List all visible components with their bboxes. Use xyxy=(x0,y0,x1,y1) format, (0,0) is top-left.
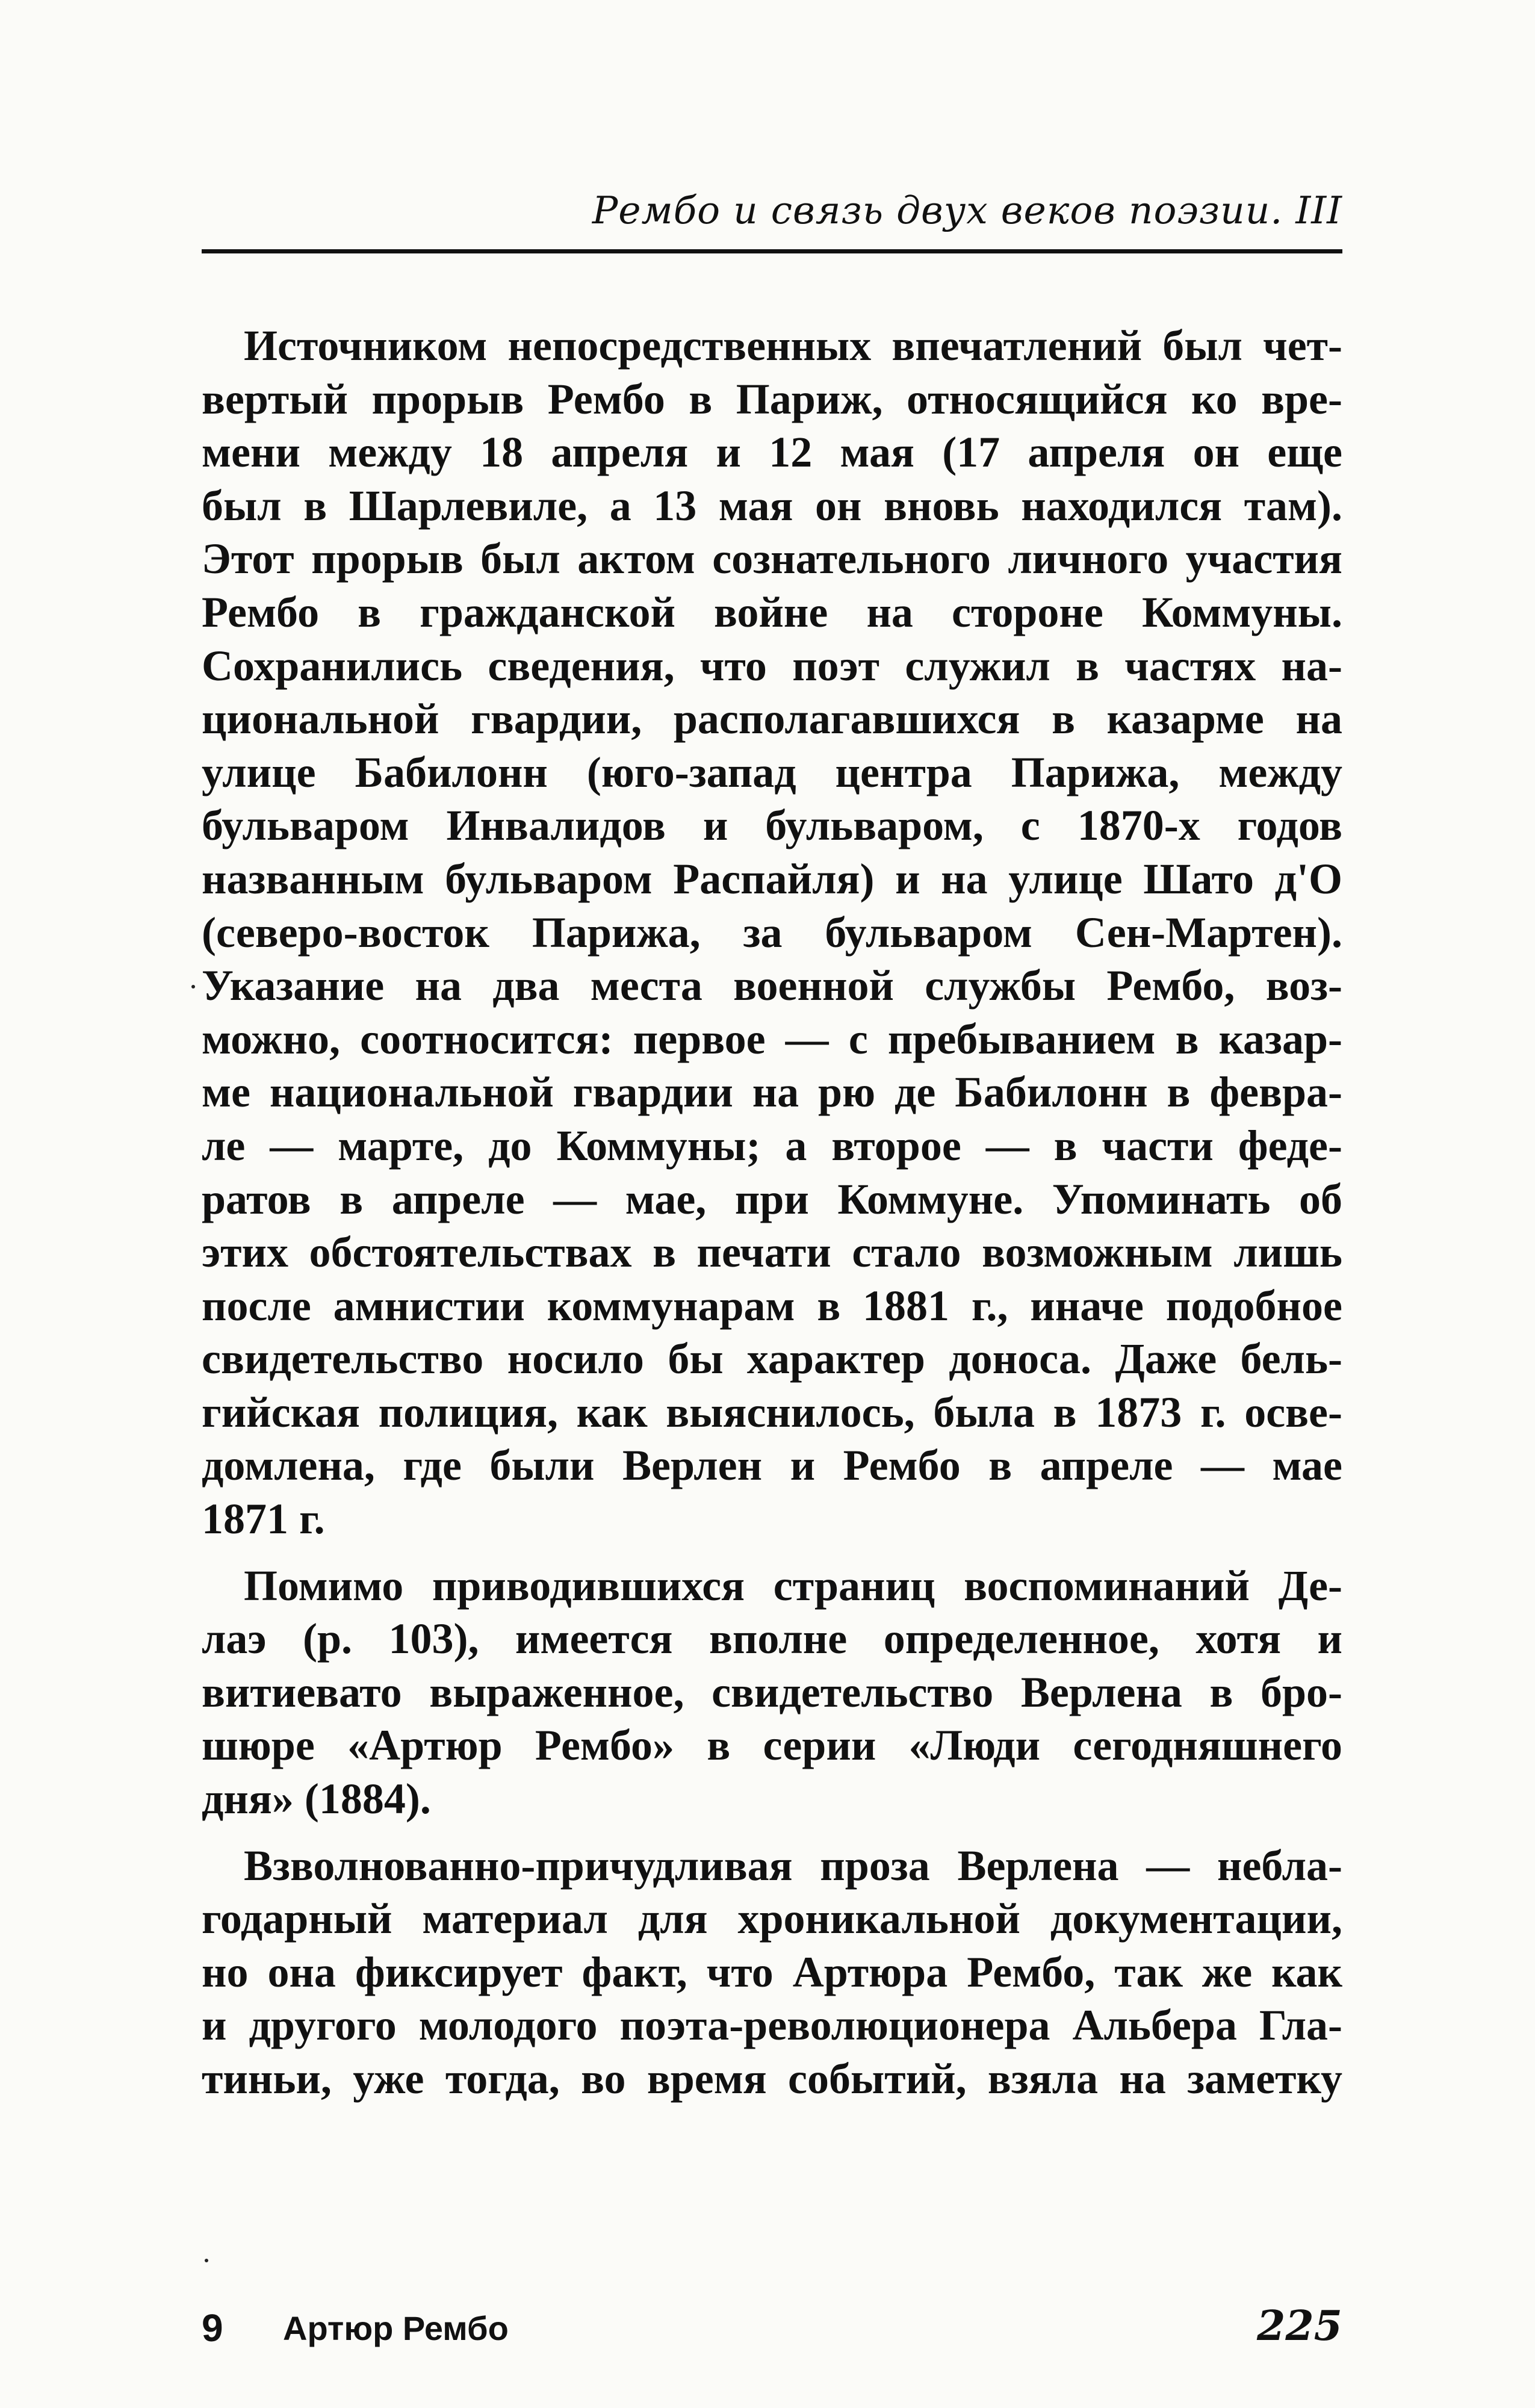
text-line: после амнистии коммунарам в 1881 г., иначе подобное xyxy=(202,1281,1342,1330)
text-line: названным бульваром Распайля) и на улице Шато д'О xyxy=(202,854,1342,903)
text-line: лаэ (р. 103), имеется вполне определенное, хотя и xyxy=(202,1615,1342,1663)
text-line: (северо-восток Парижа, за бульваром Сен-Мартен). xyxy=(202,908,1342,957)
paragraph-1 xyxy=(202,319,1342,1546)
text-line: Помимо приводившихся страниц воспоминаний Де- xyxy=(244,1561,1342,1610)
text-line: шюре «Артюр Рембо» в серии «Люди сегодняшнего xyxy=(202,1721,1342,1770)
text-line: Источником непосредственных впечатлений был чет- xyxy=(244,321,1342,370)
text-line: циональной гвардии, располагавшихся в казарме на xyxy=(202,695,1342,743)
text-line: и другого молодого поэта-революционера Альбера Гла- xyxy=(202,2001,1342,2050)
text-line: Этот прорыв был актом сознательного личного участия xyxy=(202,535,1342,583)
text-line: Сохранились сведения, что поэт служил в частях на- xyxy=(202,641,1342,690)
text-line: ратов в апреле — мае, при Коммуне. Упоминать об xyxy=(202,1175,1342,1223)
text-line: годарный материал для хроникальной документации, xyxy=(202,1894,1342,1943)
text-line: Взволнованно-причудливая проза Верлена — небла- xyxy=(244,1841,1342,1890)
text-line: витиевато выраженное, свидетельство Верлена в бро- xyxy=(202,1668,1342,1716)
text-line: ле — марте, до Коммуны; а второе — в части феде- xyxy=(202,1121,1342,1170)
header-rule xyxy=(202,249,1342,253)
text-line: можно, соотносится: первое — с пребыванием в казар- xyxy=(202,1014,1342,1063)
text-line: этих обстоятельствах в печати стало возможным лишь xyxy=(202,1228,1342,1277)
text-line: мени между 18 апреля и 12 мая (17 апреля он еще xyxy=(202,428,1342,477)
paragraph-2 xyxy=(202,1559,1342,1826)
signature-mark: 9 xyxy=(202,2306,223,2350)
page-number: 225 xyxy=(1257,2302,1342,2350)
text-line: 1871 г. xyxy=(202,1495,325,1544)
text-line: Рембо в гражданской войне на стороне Коммуны. xyxy=(202,588,1342,636)
body-text xyxy=(202,319,1342,2106)
text-line: Указание на два места военной службы Рембо, воз- xyxy=(202,961,1342,1010)
text-line: гийская полиция, как выяснилось, была в 1873 г. осве- xyxy=(202,1388,1342,1436)
text-line: тиньи, уже тогда, во время событий, взяла на заметку xyxy=(202,2055,1342,2103)
signature-title: Артюр Рембо xyxy=(283,2309,509,2347)
text-line: был в Шарлевиле, а 13 мая он вновь находился там). xyxy=(202,481,1342,530)
text-line: ме национальной гвардии на рю де Бабилонн в февра- xyxy=(202,1068,1342,1117)
text-line: свидетельство носило бы характер доноса. Даже бель- xyxy=(202,1335,1342,1383)
text-line: бульваром Инвалидов и бульваром, с 1870-х годов xyxy=(202,801,1342,850)
running-head: Рембо и связь двух веков поэзии. III xyxy=(592,188,1342,232)
print-speck xyxy=(191,985,195,988)
text-line: домлена, где были Верлен и Рембо в апреле — мае xyxy=(202,1441,1342,1490)
text-line: но она фиксирует факт, что Артюра Рембо, так же как xyxy=(202,1947,1342,1996)
paragraph-3 xyxy=(202,1839,1342,2106)
text-line: вертый прорыв Рембо в Париж, относящийся ко вре- xyxy=(202,374,1342,423)
print-speck xyxy=(205,2259,208,2262)
text-line: дня» (1884). xyxy=(202,1775,431,1823)
text-line: улице Бабилонн (юго-запад центра Парижа, между xyxy=(202,748,1342,796)
